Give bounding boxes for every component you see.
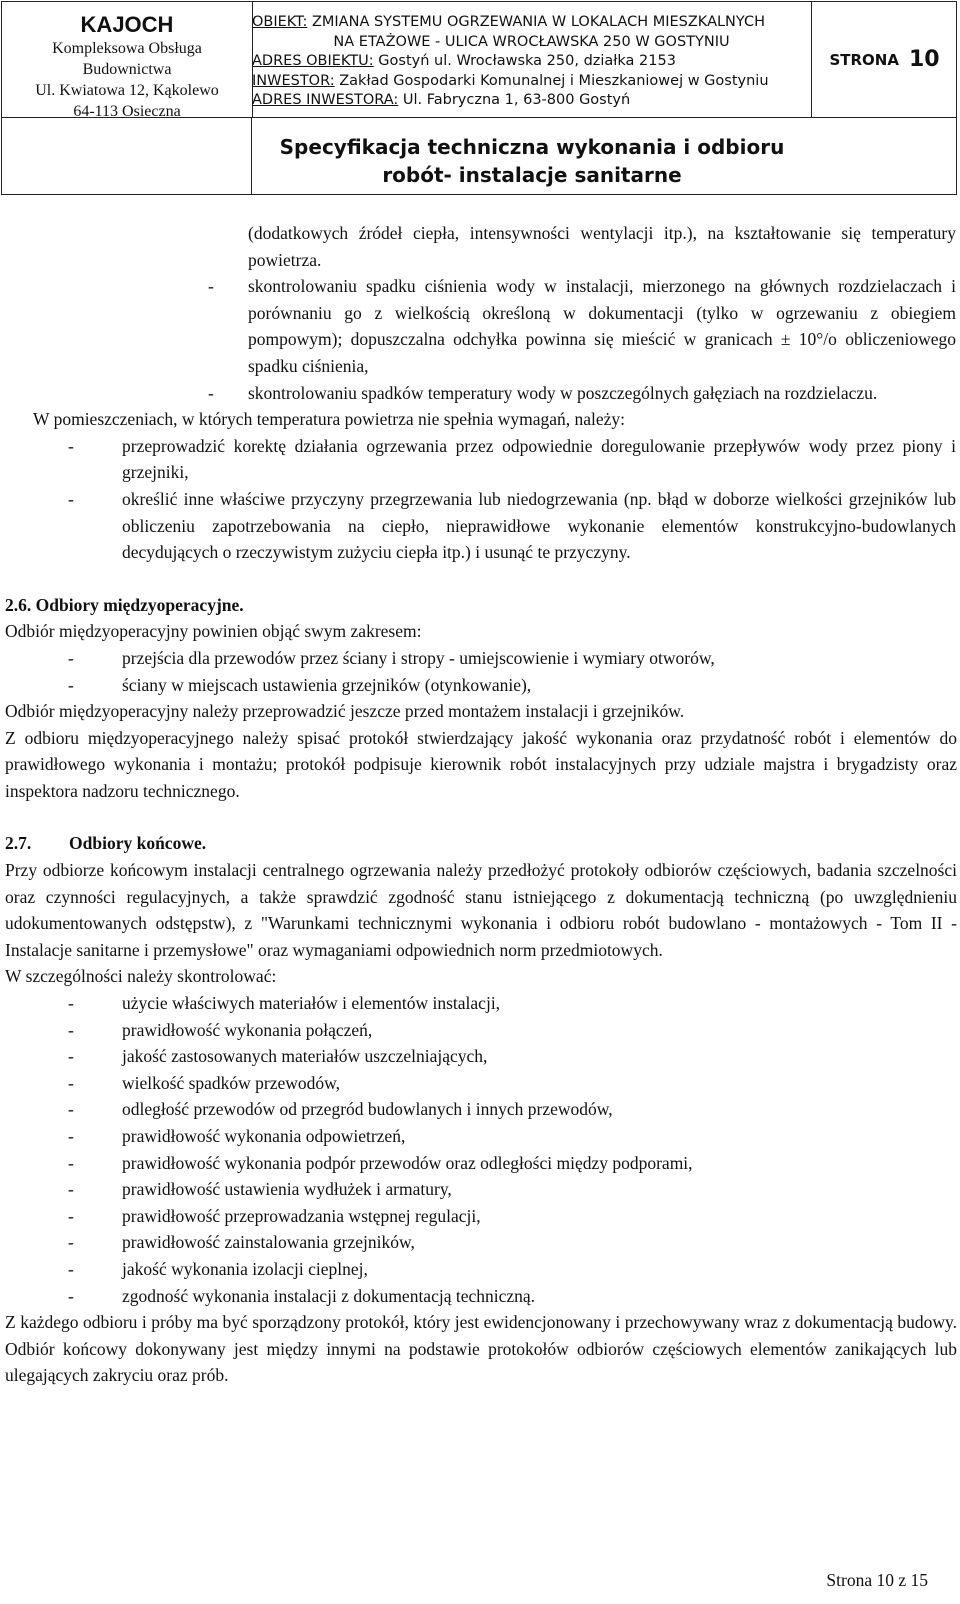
inwestor-row bbox=[252, 72, 811, 92]
checklist-item-text: odległość przewodów od przegród budowlanych i innych przewodów, bbox=[122, 1099, 613, 1120]
adres-inwestora-label: ADRES INWESTORA: bbox=[252, 92, 399, 109]
list-dash: - bbox=[68, 435, 74, 456]
list-dash: - bbox=[68, 1152, 74, 1173]
checklist-item bbox=[68, 1070, 956, 1097]
checklist-item-text: jakość wykonania izolacji cieplnej, bbox=[122, 1258, 368, 1279]
list-dash: - bbox=[68, 1072, 74, 1093]
list-dash: - bbox=[68, 647, 74, 668]
list-item bbox=[68, 672, 956, 699]
header-empty-cell-right bbox=[812, 117, 957, 195]
list-dash: - bbox=[68, 674, 74, 695]
paragraph: Przy odbiorze końcowym instalacji centralnego ogrzewania należy przedłożyć protokoły odbiorów częściowych, badania szczelności oraz czynności regulacyjnych, a także sprawdzić zgodność stanu istniejącego z dokumentacją techniczną (po uwzględnieniu udokumentowanych odstępstw), z "Warunkami technicznymi wykonania i odbioru robót budowlano - montażowych - Tom II - Instalacje sanitarne i przemysłowe" oraz wymaganiami odpowiednich norm przedmiotowych. bbox=[5, 860, 957, 960]
checklist-item bbox=[68, 1096, 956, 1123]
paragraph: Z każdego odbioru i próby ma być sporządzony protokół, który jest ewidencjonowany i przechowywany wraz z dokumentacją budowy. Odbiór końcowy dokonywany jest między innymi na podstawie protokołów odbiorów częściowych elementów zanikających lub ulegających zakryciu oraz prób. bbox=[5, 1312, 957, 1386]
project-info bbox=[252, 2, 812, 117]
list-item-text: skontrolowaniu spadków temperatury wody w poszczególnych gałęziach na rozdzielaczu. bbox=[248, 382, 878, 403]
list-dash: - bbox=[68, 1179, 74, 1200]
company-line: Ul. Kwiatowa 12, Kąkolewo bbox=[35, 82, 219, 99]
obiekt-label: OBIEKT: bbox=[252, 14, 308, 30]
company-name: KAJOCH bbox=[80, 12, 174, 37]
list-dash: - bbox=[68, 993, 74, 1014]
list-dash: - bbox=[68, 1232, 74, 1253]
list-item-text: ściany w miejscach ustawienia grzejników (otynkowanie), bbox=[122, 674, 532, 695]
checklist-item bbox=[68, 1123, 956, 1150]
document-title bbox=[252, 117, 812, 195]
checklist-item-text: zgodność wykonania instalacji z dokumentacją techniczną. bbox=[122, 1285, 536, 1306]
list-item-text: określić inne właściwe przyczyny przegrzewania lub niedogrzewania (np. błąd w doborze wielkości grzejników lub obliczeniu zapotrzebowania na ciepło, nieprawidłowe wykonanie elementów konstrukcyjno-budowlanych decydujących o rzeczywistym zużyciu ciepła itp.) i usunąć te przyczyny. bbox=[122, 488, 956, 563]
list-item bbox=[68, 645, 956, 672]
page-footer: Strona 10 z 15 bbox=[826, 1570, 928, 1590]
paragraph: Odbiór międzyoperacyjny powinien objąć swym zakresem: bbox=[5, 621, 422, 642]
paragraph: (dodatkowych źródeł ciepła, intensywności wentylacji itp.), na kształtowanie się temperatury powietrza. bbox=[248, 223, 956, 270]
company-line: Budownictwa bbox=[82, 61, 172, 78]
inwestor-value: Zakład Gospodarki Komunalnej i Mieszkaniowej w Gostyniu bbox=[334, 72, 769, 89]
list-dash: - bbox=[208, 276, 214, 297]
checklist-item-text: wielkość spadków przewodów, bbox=[122, 1072, 341, 1093]
list-dash: - bbox=[208, 382, 214, 403]
list-dash: - bbox=[68, 1126, 74, 1146]
section-heading bbox=[5, 830, 960, 857]
list-dash: - bbox=[68, 1258, 74, 1279]
checklist-item bbox=[68, 1176, 956, 1203]
page-number: 10 bbox=[908, 47, 940, 72]
checklist-item bbox=[68, 1203, 956, 1230]
checklist-item bbox=[68, 1229, 956, 1256]
checklist-item bbox=[68, 1256, 956, 1283]
checklist-item-text: prawidłowość wykonania odpowietrzeń, bbox=[122, 1126, 406, 1146]
obiekt-row bbox=[252, 13, 811, 33]
spacer bbox=[0, 566, 960, 592]
company-line: Kompleksowa Obsługa bbox=[52, 40, 202, 57]
document-title-line-2: robót- instalacje sanitarne bbox=[382, 163, 682, 187]
checklist-item bbox=[68, 990, 956, 1017]
checklist-item-text: jakość zastosowanych materiałów uszczelniających, bbox=[122, 1046, 488, 1067]
checklist bbox=[0, 990, 960, 1309]
adres-obiektu-label: ADRES OBIEKTU: bbox=[252, 53, 374, 70]
document-title-line-1: Specyfikacja techniczna wykonania i odbioru bbox=[279, 135, 785, 159]
page-body bbox=[0, 220, 960, 1389]
list-dash: - bbox=[68, 488, 74, 509]
checklist-item-text: prawidłowość przeprowadzania wstępnej regulacji, bbox=[122, 1205, 481, 1226]
paragraph: Odbiór międzyoperacyjny należy przeprowadzić jeszcze przed montażem instalacji i grzejników. bbox=[5, 701, 685, 722]
inwestor-label: INWESTOR: bbox=[252, 72, 335, 89]
paragraph: W szczególności należy skontrolować: bbox=[5, 966, 277, 987]
checklist-item-text: prawidłowość wykonania podpór przewodów oraz odległości między podporami, bbox=[122, 1152, 693, 1173]
checklist-item-text: użycie właściwych materiałów i elementów instalacji, bbox=[122, 993, 501, 1014]
paragraph: W pomieszczeniach, w których temperatura powietrza nie spełnia wymagań, należy: bbox=[33, 409, 626, 430]
checklist-item-text: prawidłowość zainstalowania grzejników, bbox=[122, 1232, 415, 1253]
adres-obiektu-value: Gostyń ul. Wrocławska 250, działka 2153 bbox=[373, 53, 676, 70]
checklist-item bbox=[68, 1150, 956, 1177]
page-indicator bbox=[812, 2, 957, 117]
checklist-item-text: prawidłowość wykonania połączeń, bbox=[122, 1019, 373, 1040]
company-line: 64-113 Osieczna bbox=[73, 103, 181, 120]
obiekt-value: ZMIANA SYSTEMU OGRZEWANIA W LOKALACH MIESZKALNYCH bbox=[307, 14, 765, 30]
list-item-text: przejścia dla przewodów przez ściany i stropy - umiejscowienie i wymiary otworów, bbox=[122, 647, 715, 668]
obiekt-row-2: NA ETAŻOWE - ULICA WROCŁAWSKA 250 W GOSTYNIU bbox=[333, 33, 730, 50]
adres-obiektu-row bbox=[252, 52, 811, 72]
adres-inwestora-row bbox=[252, 91, 811, 111]
checklist-item bbox=[68, 1283, 956, 1310]
section-number: 2.7. bbox=[5, 833, 32, 854]
list-item bbox=[208, 380, 956, 407]
list-item-text: przeprowadzić korektę działania ogrzewania przez odpowiednie doregulowanie przepływów wody przez piony i grzejniki, bbox=[122, 435, 956, 483]
list-dash: - bbox=[68, 1205, 74, 1226]
checklist-item bbox=[68, 1043, 956, 1070]
section-title: Odbiory końcowe. bbox=[69, 833, 207, 854]
list-item bbox=[68, 433, 956, 486]
adres-inwestora-value: Ul. Fabryczna 1, 63-800 Gostyń bbox=[398, 92, 631, 109]
list-item-text: skontrolowaniu spadku ciśnienia wody w instalacji, mierzonego na głównych rozdzielaczach i porównaniu go z wielkością określoną w dokumentacji (tylko w ogrzewaniu z obiegiem pompowym); dopuszczalna odchyłka powinna się mieścić w granicach ± 10°/o obliczeniowego spadku ciśnienia, bbox=[248, 276, 956, 376]
page-word: STRONA bbox=[829, 50, 899, 69]
header-empty-cell-left bbox=[2, 117, 252, 195]
list-item bbox=[208, 273, 956, 379]
list-dash: - bbox=[68, 1285, 74, 1306]
checklist-item-text: prawidłowość ustawienia wydłużek i armatury, bbox=[122, 1179, 452, 1200]
paragraph: Z odbioru międzyoperacyjnego należy spisać protokół stwierdzający jakość wykonania oraz przydatność robót i elementów do prawidłowego wykonania i montażu; protokół podpisuje kierownik robót instalacyjnych przy udziale majstra i brygadzisty oraz inspektora nadzoru technicznego. bbox=[5, 727, 957, 801]
document-header bbox=[1, 1, 957, 195]
list-dash: - bbox=[68, 1099, 74, 1120]
list-dash: - bbox=[68, 1046, 74, 1067]
section-heading: 2.6. Odbiory międzyoperacyjne. bbox=[5, 594, 244, 615]
list-dash: - bbox=[68, 1019, 74, 1040]
spacer bbox=[0, 804, 960, 830]
checklist-item bbox=[68, 1017, 956, 1044]
list-item bbox=[68, 486, 956, 566]
company-block bbox=[2, 2, 253, 120]
